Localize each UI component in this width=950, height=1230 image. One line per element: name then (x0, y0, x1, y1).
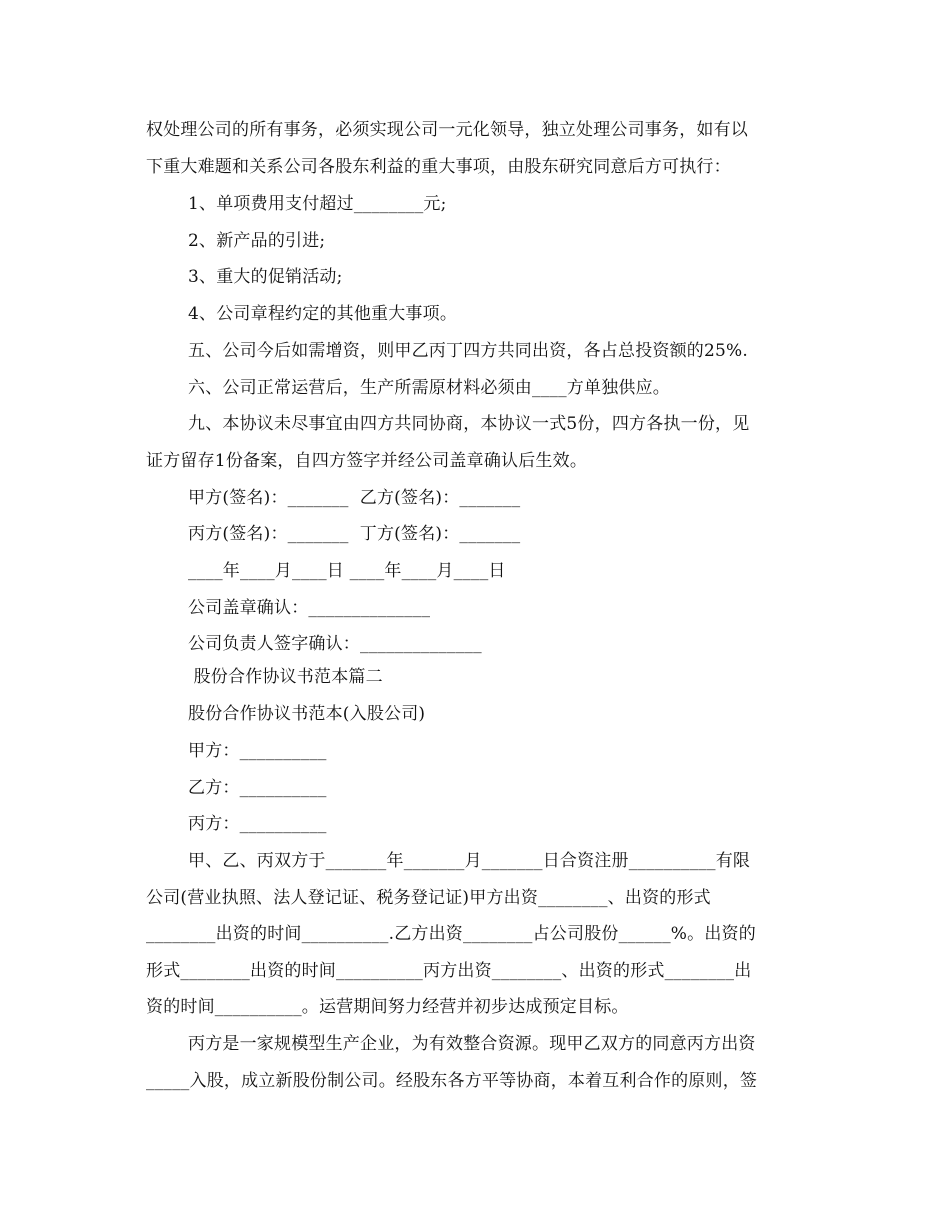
body-text-line: 形式________出资的时间__________丙方出资________、出资的形式________出 (146, 961, 752, 981)
party-jia-line: 甲方：__________ (188, 741, 327, 761)
body-text-line: ________出资的时间__________.乙方出资________占公司股份______%。出资的 (146, 924, 756, 944)
list-item-1: 1、单项费用支付超过________元; (188, 194, 447, 214)
section-subtitle: 股份合作协议书范本(入股公司) (188, 704, 426, 724)
company-head-signature-line: 公司负责人签字确认：______________ (188, 634, 482, 654)
clause-nine-continued: 证方留存1份备案，自四方签字并经公司盖章确认后生效。 (146, 451, 588, 471)
signature-line-jia-yi: 甲方(签名)：_______ 乙方(签名)：_______ (188, 488, 521, 508)
list-item-4: 4、公司章程约定的其他重大事项。 (188, 304, 458, 324)
clause-five: 五、公司今后如需增资，则甲乙丙丁四方共同出资，各占总投资额的25%. (188, 341, 748, 361)
party-bing-line: 丙方：__________ (188, 814, 327, 834)
body-text-line: 丙方是一家规模型生产企业，为有效整合资源。现甲乙双方的同意丙方出资 (188, 1034, 756, 1054)
date-line: ____年____月____日 ____年____月____日 (188, 561, 506, 581)
party-yi-line: 乙方：__________ (188, 778, 327, 798)
list-item-2: 2、新产品的引进; (188, 231, 326, 251)
body-text-line: 下重大难题和关系公司各股东利益的重大事项，由股东研究同意后方可执行： (146, 157, 731, 177)
body-text-line: 权处理公司的所有事务，必须实现公司一元化领导，独立处理公司事务，如有以 (146, 120, 748, 140)
body-text-line: 甲、乙、丙双方于_______年_______月_______日合资注册__________有限 (188, 851, 751, 871)
company-seal-line: 公司盖章确认：______________ (188, 598, 431, 618)
list-item-3: 3、重大的促销活动; (188, 267, 343, 287)
body-text-line: 公司(营业执照、法人登记证、税务登记证)甲方出资________、出资的形式 (146, 888, 711, 908)
signature-line-bing-ding: 丙方(签名)：_______ 丁方(签名)：_______ (188, 524, 521, 544)
body-text-line: _____入股，成立新股份制公司。经股东各方平等协商，本着互利合作的原则，签 (146, 1071, 758, 1091)
clause-nine: 九、本协议未尽事宜由四方共同协商，本协议一式5份，四方各执一份，见 (188, 414, 750, 434)
section-title: 股份合作协议书范本篇二 (188, 667, 383, 687)
body-text-line: 资的时间__________。运营期间努力经营并初步达成预定目标。 (146, 997, 629, 1017)
clause-six: 六、公司正常运营后，生产所需原材料必须由____方单独供应。 (188, 378, 670, 398)
